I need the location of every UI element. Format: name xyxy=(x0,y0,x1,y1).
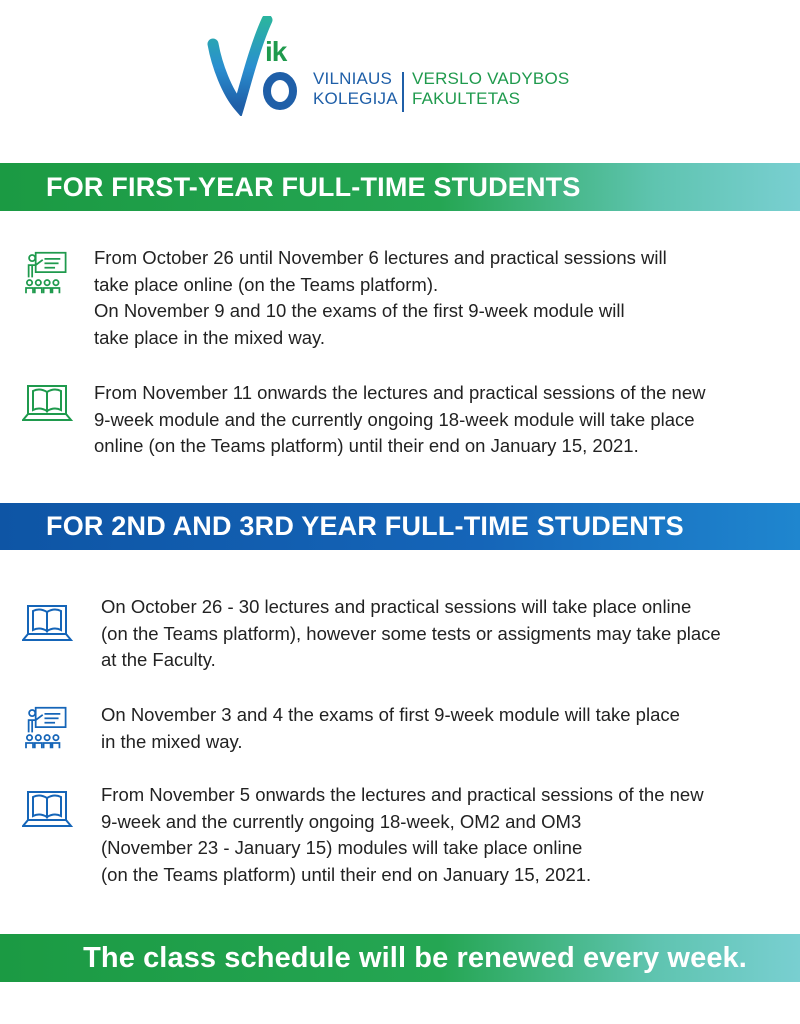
viko-logo-mark-icon xyxy=(205,16,315,116)
section-1-title: FOR FIRST-YEAR FULL-TIME STUDENTS xyxy=(46,171,581,202)
text-line: take place in the mixed way. xyxy=(94,326,326,348)
section-2-item-3-text xyxy=(101,782,704,888)
laptop-book-icon xyxy=(22,602,74,646)
footer-text: The class schedule will be renewed every week. xyxy=(83,941,747,974)
text-line: (on the Teams platform) until their end on January 15, 2021. xyxy=(101,863,592,885)
text-line: online (on the Teams platform) until their end on January 15, 2021. xyxy=(94,435,639,456)
section-2-item-3 xyxy=(22,782,704,888)
faculty-line-2: FAKULTETAS xyxy=(412,89,521,108)
teacher-presentation-icon xyxy=(22,706,74,750)
section-1-item-2 xyxy=(22,380,705,460)
section-1-item-2-text xyxy=(94,380,705,460)
text-line: From November 11 onwards the lectures and practical sessions of the new xyxy=(94,382,706,403)
institution-line-1: VILNIAUS xyxy=(313,69,393,88)
text-line: (November 23 - January 15) modules will take place online xyxy=(101,837,583,858)
logo-ik-letters: ik xyxy=(265,36,287,67)
section-2-title: FOR 2ND AND 3RD YEAR FULL-TIME STUDENTS xyxy=(46,511,684,541)
section-1-item-1 xyxy=(22,245,667,351)
text-line: (on the Teams platform), however some tests or assigments may take place xyxy=(101,622,721,644)
faculty-line-1: VERSLO VADYBOS xyxy=(412,69,570,88)
text-line: at the Faculty. xyxy=(101,649,216,670)
text-line: From November 5 onwards the lectures and practical sessions of the new xyxy=(101,784,704,805)
text-line: On November 3 and 4 the exams of first 9-week module will take place xyxy=(101,704,680,725)
faculty-name xyxy=(412,69,569,109)
footer-banner xyxy=(0,934,800,982)
laptop-book-icon xyxy=(22,382,74,426)
section-2-banner xyxy=(0,503,800,550)
text-line: 9-week module and the currently ongoing 18-week module will take place xyxy=(94,408,695,430)
text-line: On November 9 and 10 the exams of the first 9-week module will xyxy=(94,300,625,321)
logo-divider xyxy=(402,72,404,112)
section-1-item-1-text xyxy=(94,245,667,351)
institution-name xyxy=(313,69,398,109)
text-line: 9-week and the currently ongoing 18-week, OM2 and OM3 xyxy=(101,810,582,832)
section-2-item-2 xyxy=(22,702,680,755)
text-line: From October 26 until November 6 lectures and practical sessions will xyxy=(94,247,667,268)
institution-line-2: KOLEGIJA xyxy=(313,89,398,108)
text-line: take place online (on the Teams platform). xyxy=(94,273,439,295)
section-2-item-1 xyxy=(22,594,721,674)
teacher-presentation-icon xyxy=(22,251,74,295)
faculty-logo xyxy=(205,16,585,116)
section-2-item-2-text xyxy=(101,702,680,755)
text-line: in the mixed way. xyxy=(101,730,243,752)
section-2-item-1-text xyxy=(101,594,721,674)
section-1-banner xyxy=(0,163,800,211)
text-line: On October 26 - 30 lectures and practical sessions will take place online xyxy=(101,596,692,617)
laptop-book-icon xyxy=(22,788,74,832)
